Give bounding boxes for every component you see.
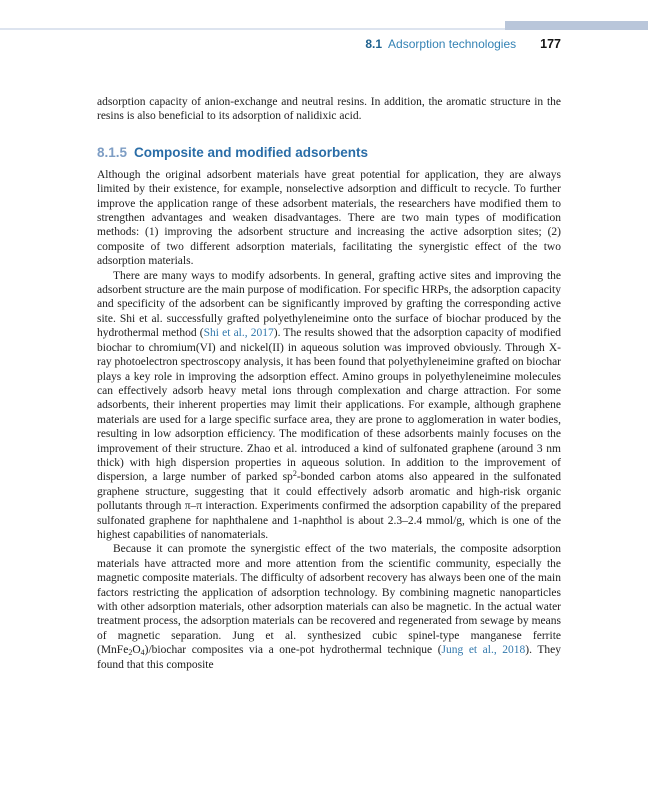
citation-link-shi-2017[interactable]: Shi et al., 2017 <box>203 327 274 340</box>
paragraph-3-text: ). They found that this composite <box>97 644 561 671</box>
paragraph-3-text: O <box>132 644 141 657</box>
running-header <box>0 37 561 51</box>
section-heading-title: Composite and modified adsorbents <box>134 144 369 160</box>
header-rule <box>0 28 506 30</box>
paragraph-2-text: ). The results showed that the adsorption capacity of modified biochar to chromium(VI) and nickel(II) in aqueous solution was improved obviously. Through X-ray photoelectron spectroscopy analysis, it has been found that polyethyleneimine grafted on biochar plays a key role in improving the adsorption effect. Amino groups in polyethyleneimine molecules can effectively adsorb heavy metal ions through complexation and charge attraction. For some adsorbents, their inherent properties may limit their applications. For example, although graphene materials are used for a large specific surface area, they are prone to agglomeration in water bodies, resulting in low adsorption efficiency. The modification of these adsorbents mainly focuses on the improvement of their structure. Zhao et al. introduced a kind of sulfonated graphene (around 3 nm thick) with high dispersion properties in aqueous solution. In addition to the improvement of dispersion, a large number of parked sp <box>97 327 562 484</box>
paragraph-3-text: Because it can promote the synergistic effect of the two materials, the composite adsorption materials have attracted more and more attention from the scientific community, especially the magnetic composite materials. The difficulty of adsorbent recovery has always been one of the main factors restricting the application of adsorption technology. By combining magnetic nanoparticles with other adsorption materials, other adsorption materials can also be magnetic. In the actual water treatment process, the adsorption materials can be recovered and regenerated from sewage by means of magnetic separation. Jung et al. synthesized cubic spinel-type manganese ferrite (MnFe <box>97 543 561 657</box>
section-heading <box>97 145 561 161</box>
citation-link-jung-2018[interactable]: Jung et al., 2018 <box>441 644 526 657</box>
section-heading-number: 8.1.5 <box>97 144 128 160</box>
paragraph-3-text: )/biochar composites via a one-pot hydrothermal technique ( <box>144 644 442 657</box>
paragraph-2-text: There are many ways to modify adsorbents. In general, grafting active sites and improving the adsorbent structure are the main purpose of modification. For specific HRPs, the adsorption capacity and specificity of the adsorbent can be significantly improved by grafting the corresponding active site. Shi et al. successfully grafted polyethyleneimine onto the surface of biochar produced by the hydrothermal method ( <box>97 269 561 340</box>
paragraph-2 <box>97 269 561 543</box>
paragraph-3 <box>97 542 561 672</box>
header-section-title: Adsorption technologies <box>388 37 517 51</box>
page-number: 177 <box>540 37 561 51</box>
subscript-4: 4 <box>140 648 145 658</box>
superscript-2: 2 <box>292 469 297 479</box>
header-accent-bar <box>505 21 648 30</box>
paragraph-2-text: -bonded carbon atoms also appeared in the sulfonated graphene structure, suggesting that it could effectively adsorb aromatic and high-risk organic pollutants through π–π interaction. Experiments confirmed the adsorption capability of the prepared sulfonated graphene for naphthalene and 1-naphthol is about 2.3–2.4 mmol/g, which is one of the highest capabilities of nanomaterials. <box>97 471 561 541</box>
paragraph-1: Although the original adsorbent materials have great potential for application, they are always limited by their existence, for example, nonselective adsorption and difficult to recycle. To further improve the application range of these adsorbent materials, the researchers have modified them to strengthen advantages and weaken disadvantages. There are two main types of modification methods: (1) improving the adsorbent structure and increasing the active adsorption sites; (2) composite of two different adsorption materials, facilitating the synergistic effect of the two adsorption materials. <box>97 168 561 268</box>
page-body <box>97 95 561 672</box>
header-section-number: 8.1 <box>365 37 383 51</box>
paragraph-continued: adsorption capacity of anion-exchange and neutral resins. In addition, the aromatic structure in the resins is also beneficial to its adsorption of nalidixic acid. <box>97 96 561 123</box>
subscript-2: 2 <box>128 648 133 658</box>
